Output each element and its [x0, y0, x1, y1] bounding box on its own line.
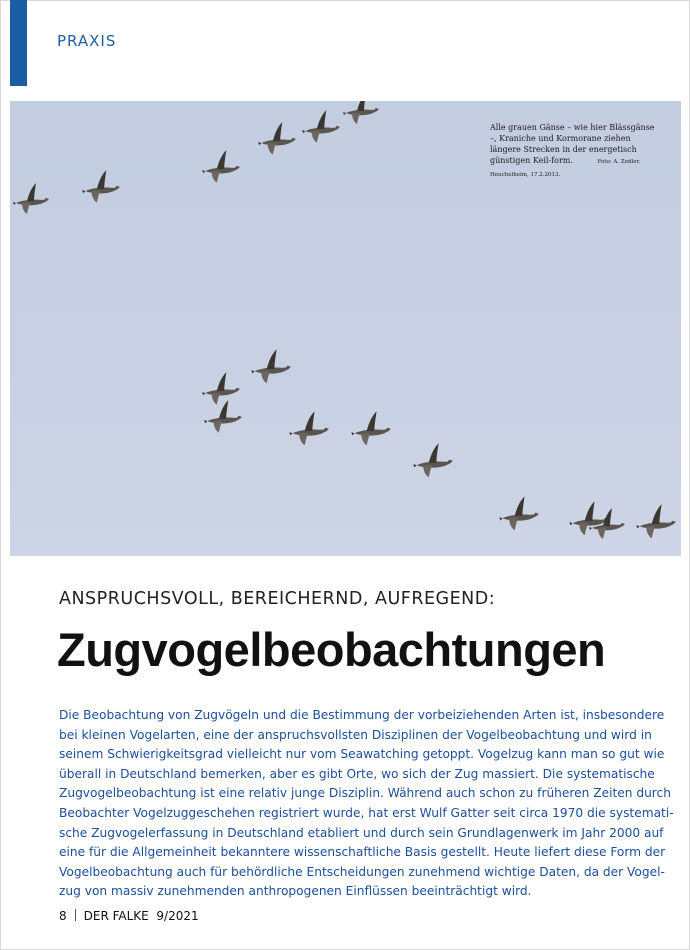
caption-text: Alle grauen Gänse – wie hier Blässgänse –, Kraniche und Kormorane ziehen längere Strecken in der energetisch günstigen Keil-form.: [490, 123, 655, 165]
article-lead: [59, 706, 674, 902]
lead-line: Beobachter Vogelzuggeschehen registriert wurde, hat erst Wulf Gatter seit circa 1970 die systemati-: [59, 805, 674, 820]
lead-line: bei kleinen Vogelarten, eine der anspruchsvollsten Disziplinen der Vogelbeobachtung und wird in: [59, 727, 652, 742]
section-color-tab: [10, 0, 27, 86]
magazine-name: DER FALKE: [83, 909, 149, 923]
lead-line: sche Zugvogelerfassung in Deutschland etabliert und durch sein Grundlagenwerk im Jahr 2000 auf: [59, 825, 664, 840]
lead-line: Die Beobachtung von Zugvögeln und die Bestimmung der vorbeiziehenden Arten ist, insbesondere: [59, 708, 665, 722]
issue-number: 9/2021: [156, 909, 199, 923]
lead-line: Zugvogelbeobachtung ist eine relativ junge Disziplin. Während auch schon zu früheren Zeiten durch: [59, 786, 671, 801]
lead-line: überall in Deutschland bemerken, aber es gibt Orte, wo sich der Zug massiert. Die systematische: [59, 766, 655, 781]
article-kicker: ANSPRUCHSVOLL, BEREICHERND, AUFREGEND:: [59, 589, 496, 609]
photo-caption: [490, 122, 660, 181]
lead-line: zug von massiv zunehmenden anthropogenen Einflüssen beeinträchtigt wird.: [59, 884, 532, 899]
photo-credit: Foto: A. Zedler. Heuchelheim, 17.2.2013.: [490, 159, 641, 178]
lead-line: eine für die Allgemeinheit bekanntere wissenschaftliche Basis gestellt. Heute liefert diese Form der: [59, 845, 666, 860]
footer-divider: [75, 909, 76, 921]
page-number: 8: [59, 909, 67, 923]
lead-line: Vogelbeobachtung auch für behördliche Entscheidungen zunehmend wichtige Daten, da der Vogel-: [59, 864, 665, 879]
page-footer: [59, 909, 199, 923]
section-label: PRAXIS: [57, 32, 117, 50]
lead-line: seinem Schwierigkeitsgrad vielleicht nur vom Seawatching getoppt. Vogelzug kann man so gut wie: [59, 747, 665, 762]
article-headline: Zugvogelbeobachtungen: [57, 623, 606, 676]
